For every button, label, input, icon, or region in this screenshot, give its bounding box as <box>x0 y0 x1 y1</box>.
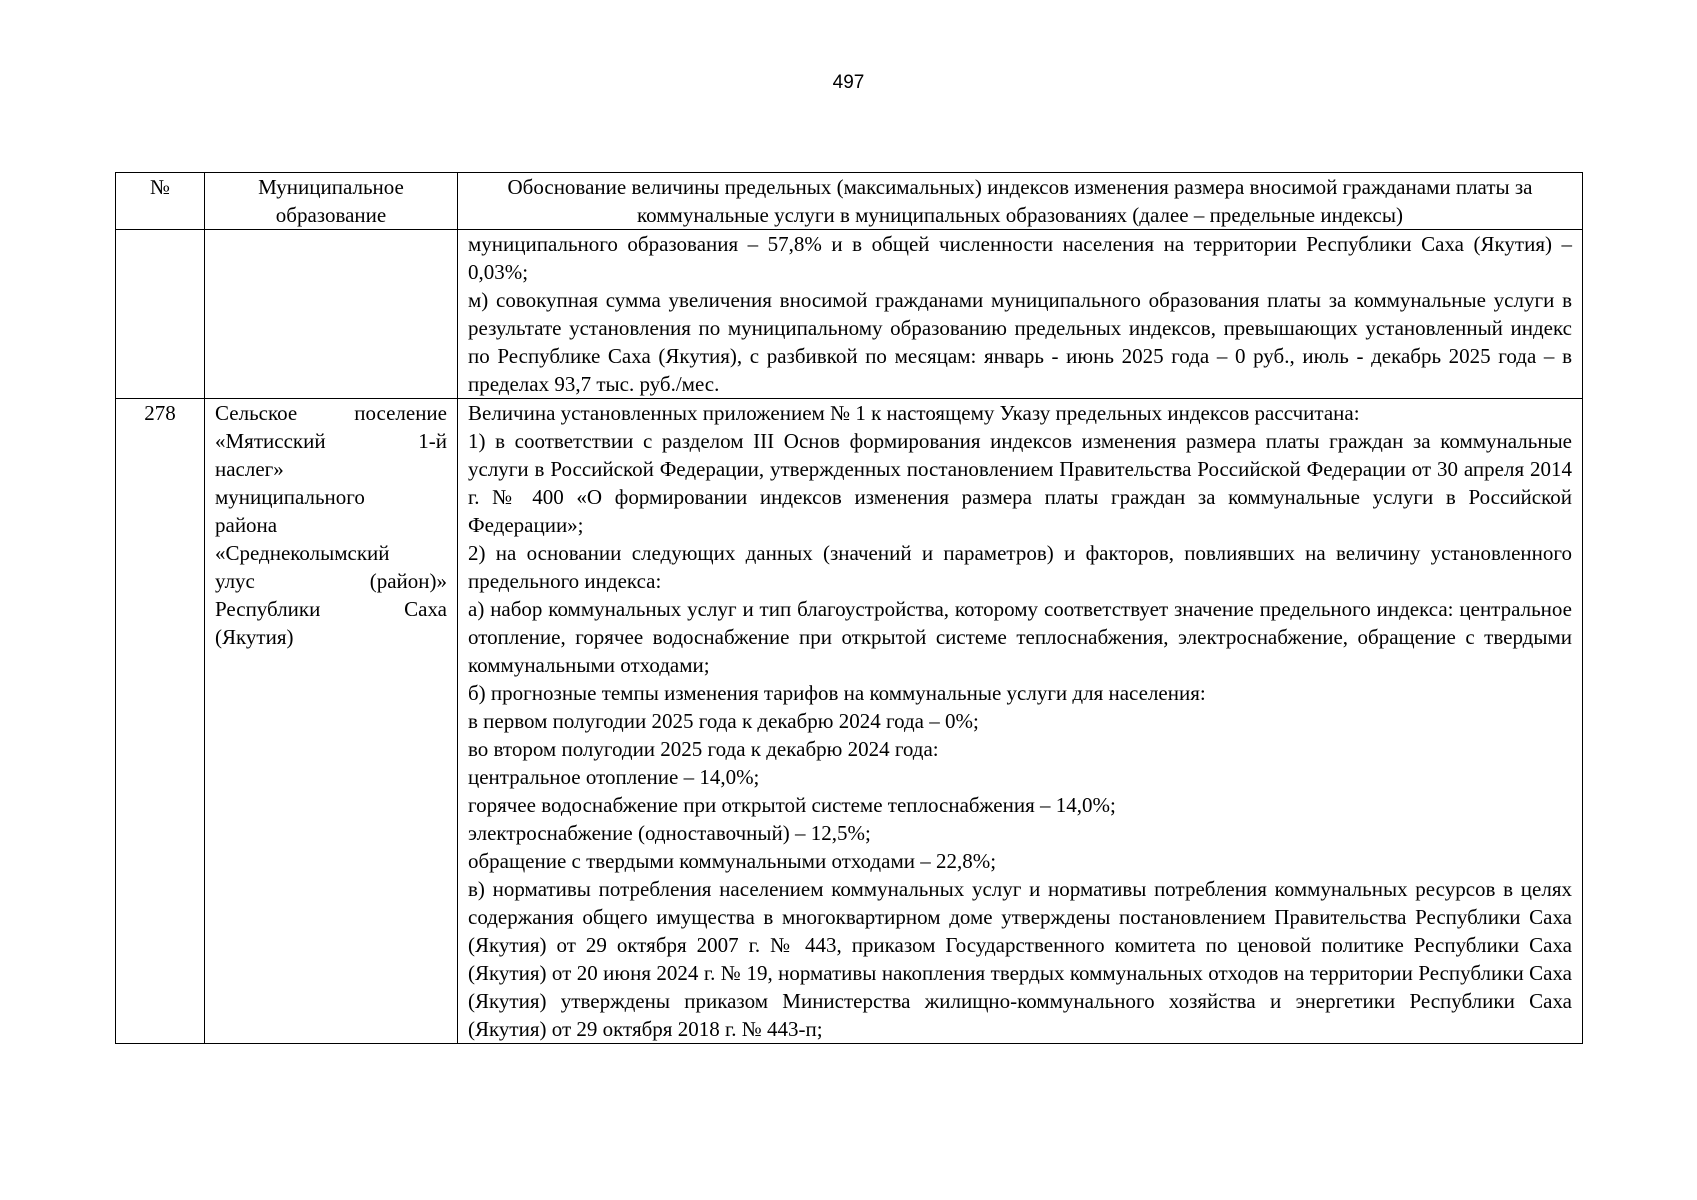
justification-paragraph: 1) в соответствии с разделом III Основ формирования индексов изменения размера платы граждан за коммунальные услуги в Российской Федерации, утвержденных постановлением Правительства Российской Федерации от 30 апреля 2014 г. № 400 «О формировании индексов изменения размера платы граждан за коммунальные услуги в Российской Федерации»; <box>468 429 1572 537</box>
municipality-line: муниципального <box>215 485 365 509</box>
row-municipality-cell <box>205 230 458 399</box>
municipality-line: наслег» <box>215 457 284 481</box>
municipality-line: Республики Саха <box>215 597 447 621</box>
row-justification-cell <box>458 230 1583 399</box>
justification-paragraph: Величина установленных приложением № 1 к настоящему Указу предельных индексов рассчитана: <box>468 401 1360 425</box>
justification-paragraph: горячее водоснабжение при открытой системе теплоснабжения – 14,0%; <box>468 793 1116 817</box>
header-municipality: Муниципальное образование <box>205 173 458 230</box>
table-row <box>116 399 1583 1044</box>
row-num-cell <box>116 230 205 399</box>
row-num-cell: 278 <box>116 399 205 1044</box>
justification-paragraph: муниципального образования – 57,8% и в общей численности населения на территории Республики Саха (Якутия) – 0,03%; <box>468 232 1572 284</box>
page-number: 497 <box>832 72 865 93</box>
justification-table <box>115 172 1583 1044</box>
municipality-line: «Мятисский 1-й <box>215 429 447 453</box>
header-num: № <box>116 173 205 230</box>
municipality-line: Сельское поселение <box>215 401 447 425</box>
header-justification: Обоснование величины предельных (максимальных) индексов изменения размера вносимой гражданами платы за коммунальные услуги в муниципальных образованиях (далее – предельные индексы) <box>458 173 1583 230</box>
justification-paragraph: центральное отопление – 14,0%; <box>468 765 760 789</box>
justification-paragraph: обращение с твердыми коммунальными отходами – 22,8%; <box>468 849 997 873</box>
justification-paragraph: в первом полугодии 2025 года к декабрю 2024 года – 0%; <box>468 709 979 733</box>
municipality-line: улус (район)» <box>215 569 447 593</box>
table-header-row <box>116 173 1583 230</box>
justification-paragraph: м) совокупная сумма увеличения вносимой гражданами муниципального образования платы за коммунальные услуги в результате установления по муниципальному образованию предельных индексов, превышающих установленный индекс по Республике Саха (Якутия), с разбивкой по месяцам: январь - июнь 2025 года – 0 руб., июль - декабрь 2025 года – в пределах 93,7 тыс. руб./мес. <box>468 288 1572 396</box>
municipality-line: района <box>215 513 278 537</box>
justification-paragraph: во втором полугодии 2025 года к декабрю 2024 года: <box>468 737 939 761</box>
justification-paragraph: 2) на основании следующих данных (значений и параметров) и факторов, повлиявших на величину установленного предельного индекса: <box>468 541 1572 593</box>
row-justification-cell <box>458 399 1583 1044</box>
municipality-line: «Среднеколымский <box>215 541 390 565</box>
justification-paragraph: а) набор коммунальных услуг и тип благоустройства, которому соответствует значение предельного индекса: центральное отопление, горячее водоснабжение при открытой системе теплоснабжения, электроснабжение, обращение с твердыми коммунальными отходами; <box>468 597 1572 677</box>
table-row <box>116 230 1583 399</box>
municipality-line: (Якутия) <box>215 625 294 649</box>
row-municipality-cell <box>205 399 458 1044</box>
justification-paragraph: электроснабжение (одноставочный) – 12,5%; <box>468 821 871 845</box>
justification-paragraph: в) нормативы потребления населением коммунальных услуг и нормативы потребления коммунальных ресурсов в целях содержания общего имущества в многоквартирном доме утверждены постановлением Правительства Республики Саха (Якутия) от 29 октября 2007 г. № 443, приказом Государственного комитета по ценовой политике Республики Саха (Якутия) от 20 июня 2024 г. № 19, нормативы накопления твердых коммунальных отходов на территории Республики Саха (Якутия) утверждены приказом Министерства жилищно-коммунального хозяйства и энергетики Республики Саха (Якутия) от 29 октября 2018 г. № 443-п; <box>468 877 1572 1041</box>
justification-paragraph: б) прогнозные темпы изменения тарифов на коммунальные услуги для населения: <box>468 681 1206 705</box>
